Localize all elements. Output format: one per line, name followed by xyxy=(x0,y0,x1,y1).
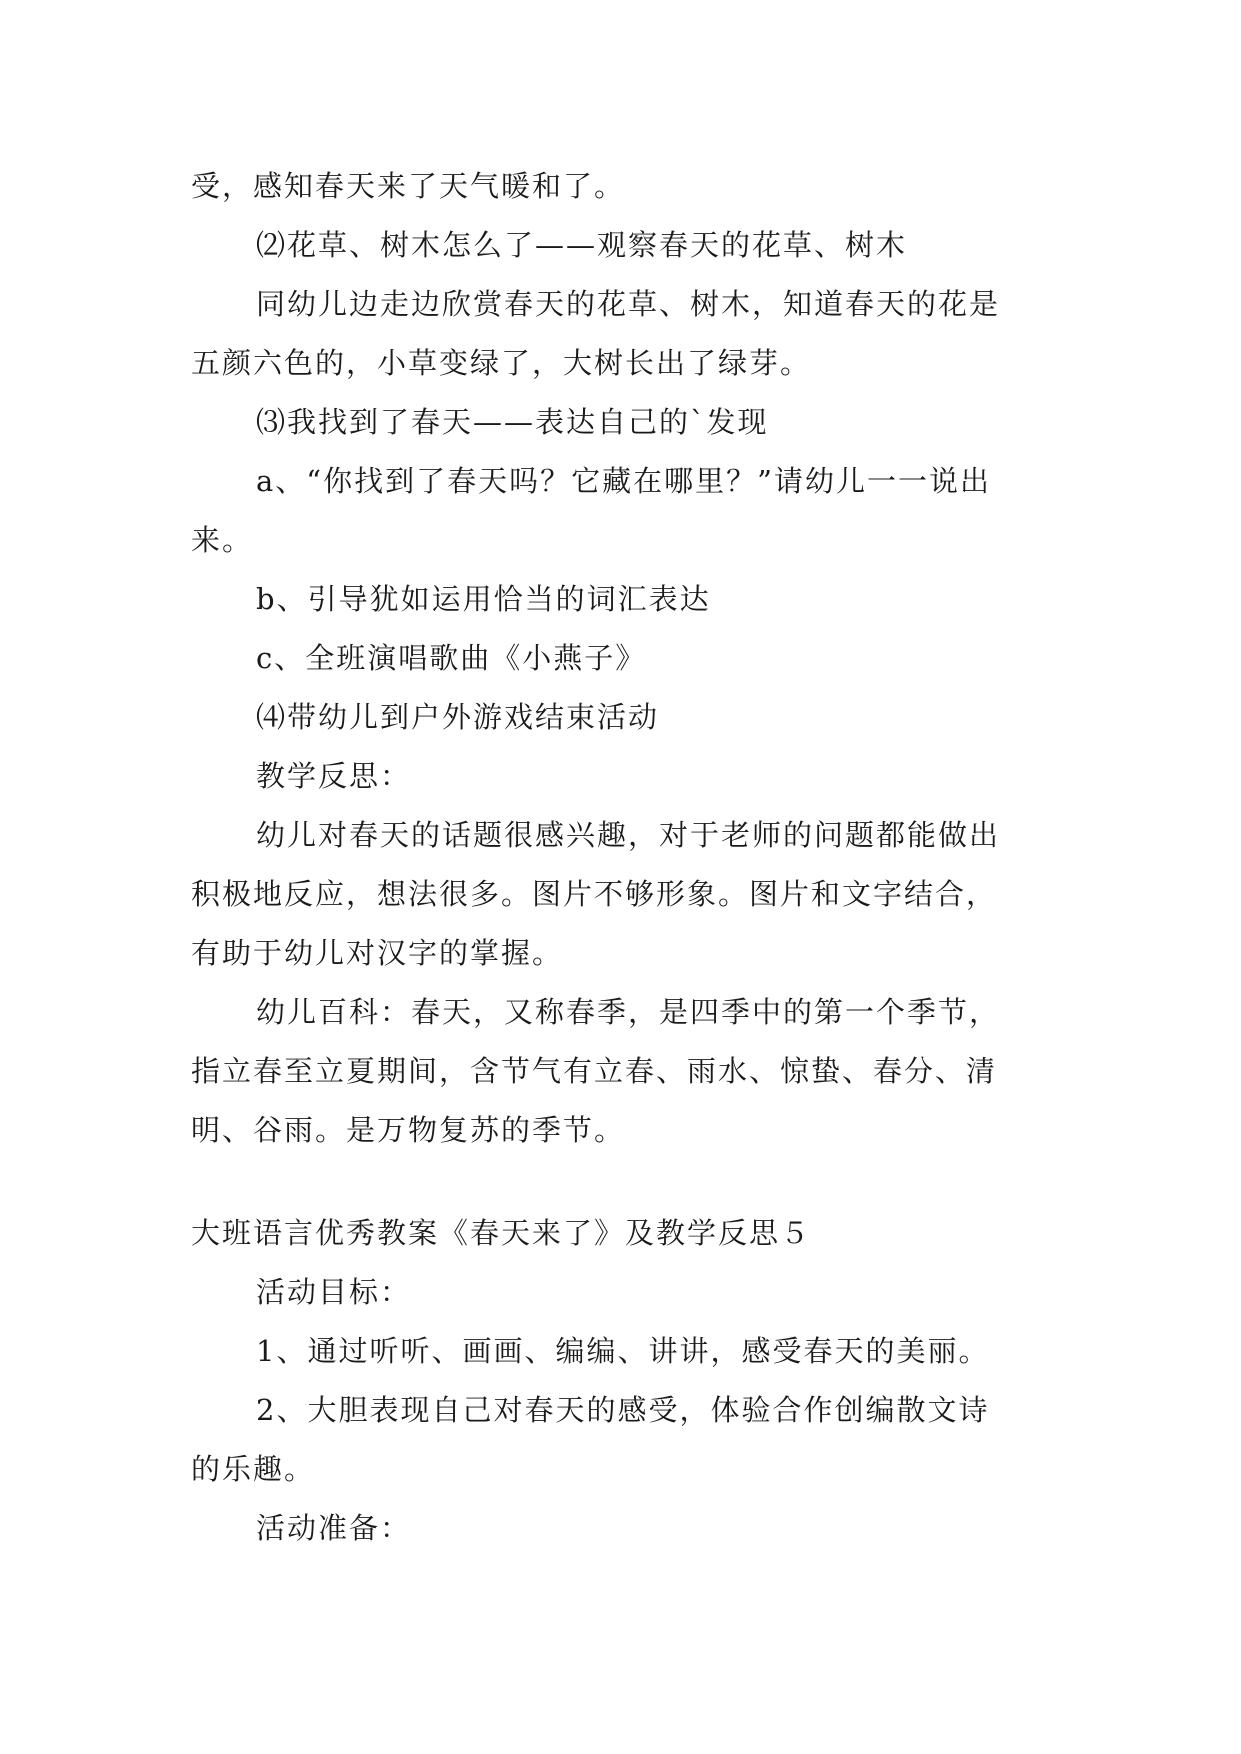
list-item: 1、通过听听、画画、编编、讲讲，感受春天的美丽。 xyxy=(256,1334,990,1368)
section-heading: 活动准备： xyxy=(256,1511,412,1545)
paragraph-line: 指立春至立夏期间，含节气有立春、雨水、惊蛰、春分、清 xyxy=(191,1054,998,1088)
paragraph-line: ⑵花草、树木怎么了——观察春天的花草、树木 xyxy=(256,228,908,262)
paragraph-line: 同幼儿边走边欣赏春天的花草、树木，知道春天的花是 xyxy=(256,287,1001,321)
paragraph-line: 来。 xyxy=(191,523,254,557)
paragraph-line: ⑷带幼儿到户外游戏结束活动 xyxy=(256,700,660,734)
paragraph-line: c、全班演唱歌曲《小燕子》 xyxy=(256,641,647,675)
paragraph-line: 明、谷雨。是万物复苏的季节。 xyxy=(191,1113,626,1147)
paragraph-line: 的乐趣。 xyxy=(191,1452,316,1486)
paragraph-line: ⑶我找到了春天——表达自己的`发现 xyxy=(256,405,769,439)
paragraph-line: b、引导犹如运用恰当的词汇表达 xyxy=(256,582,711,616)
list-item: 2、大胆表现自己对春天的感受，体验合作创编散文诗 xyxy=(256,1393,990,1427)
section-heading: 活动目标： xyxy=(256,1275,412,1309)
paragraph-line: 幼儿百科：春天，又称春季，是四季中的第一个季节， xyxy=(256,995,1001,1029)
paragraph-line: 积极地反应，想法很多。图片不够形象。图片和文字结合， xyxy=(191,877,998,911)
paragraph-line: 受，感知春天来了天气暖和了。 xyxy=(191,169,626,203)
paragraph-line: 幼儿对春天的话题很感兴趣，对于老师的问题都能做出 xyxy=(256,818,1001,852)
paragraph-line: a、“你找到了春天吗？它藏在哪里？”请幼儿一一说出 xyxy=(256,464,991,498)
paragraph-line: 五颜六色的，小草变绿了，大树长出了绿芽。 xyxy=(191,346,812,380)
section-heading: 教学反思： xyxy=(256,759,412,793)
paragraph-line: 有助于幼儿对汉字的掌握。 xyxy=(191,936,564,970)
lesson-title: 大班语言优秀教案《春天来了》及教学反思５ xyxy=(191,1216,812,1250)
